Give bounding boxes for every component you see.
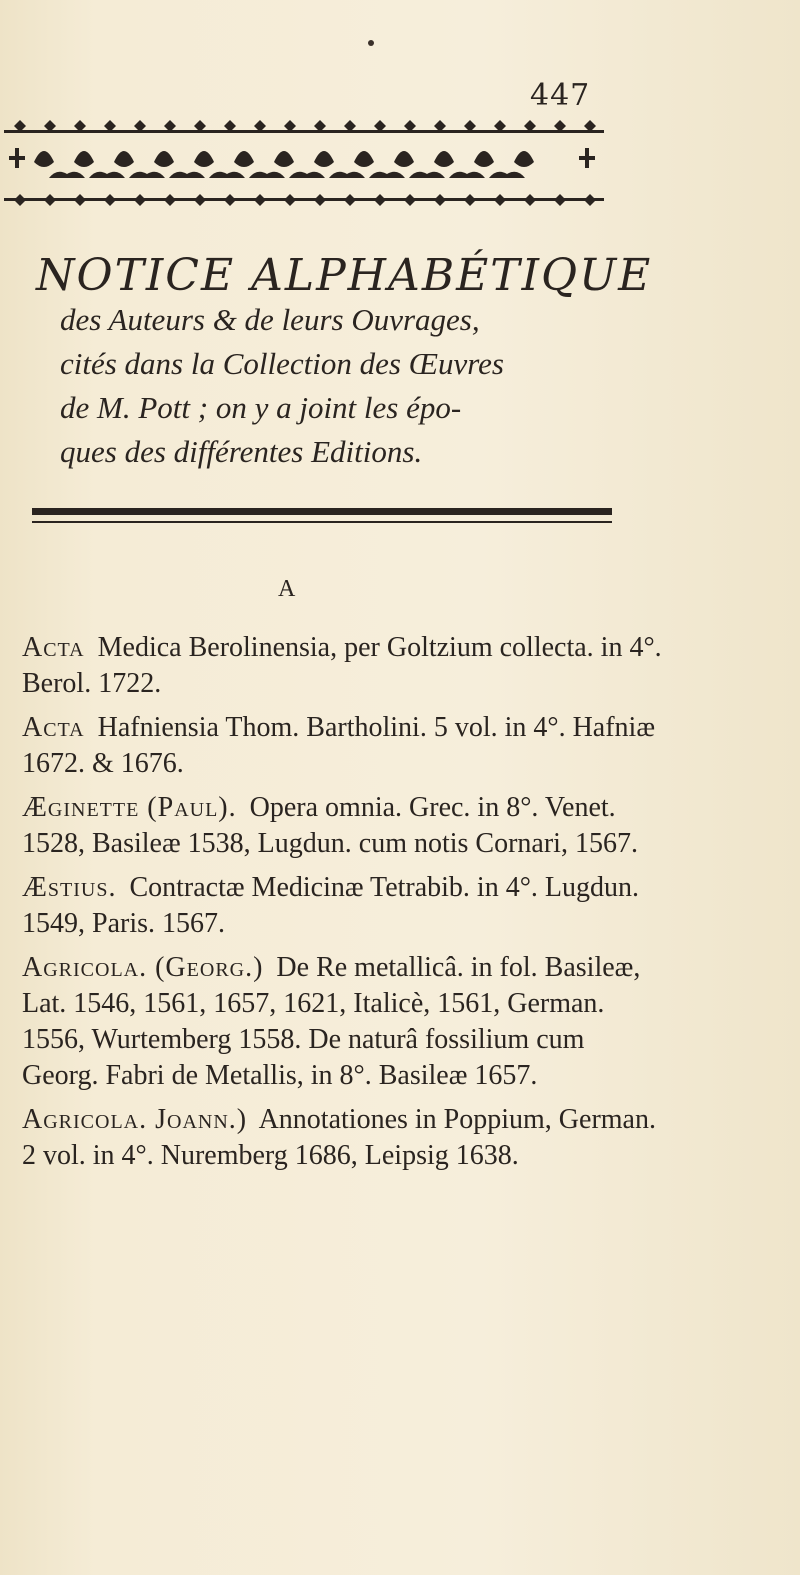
entry-text: Medica Berolinensia, per Goltzium collecta. in 4°. Berol. 1722. [22,632,662,699]
subtitle-line: cités dans la Collection des Œuvres [60,346,504,381]
divider-thin [32,521,612,523]
section-letter: A [278,576,296,602]
subtitle-line: de M. Pott ; on y a joint les épo- [60,390,462,425]
entry-list [0,600,800,1174]
entry-head: Acta [22,712,85,743]
entry-text: Annotationes in Poppium, German. 2 vol. in 4°. Nuremberg 1686, Leipsig 1638. [22,1104,656,1171]
list-item [22,870,662,942]
list-item [22,710,662,782]
entry-head: Agricola. Joann.) [22,1104,248,1135]
page-number: 447 [530,78,591,113]
list-item [22,1102,662,1174]
entry-head: Æginette (Paul). [22,792,237,823]
entry-text: Hafniensia Thom. Bartholini. 5 vol. in 4°. Hafniæ 1672. & 1676. [22,712,656,779]
subtitle-line: ques des différentes Editions. [60,434,423,469]
fleuron-ornament-band [4,112,604,212]
page-title: NOTICE ALPHABÉTIQUE [36,250,653,301]
subtitle [60,298,700,474]
subtitle-line: des Auteurs & de leurs Ouvrages, [60,302,480,337]
entry-text: Contractæ Medicinæ Tetrabib. in 4°. Lugdun. 1549, Paris. 1567. [22,872,640,939]
list-item [22,790,662,862]
list-item [22,950,662,1094]
ink-dot [368,40,374,46]
entry-text: De Re metallicâ. in fol. Basileæ, Lat. 1546, 1561, 1657, 1621, Italicè, 1561, German. 1556, Wurtemberg 1558. De naturâ fossilium cum Georg. Fabri de Metallis, in 8°. Basileæ 1657. [22,952,641,1091]
entry-head: Agricola. (Georg.) [22,952,264,983]
list-item [22,630,662,702]
entry-text: Opera omnia. Grec. in 8°. Venet. 1528, Basileæ 1538, Lugdun. cum notis Cornari, 1567. [22,792,638,859]
entry-head: Acta [22,632,85,663]
divider-thick [32,508,612,515]
entry-head: Æstius. [22,872,117,903]
